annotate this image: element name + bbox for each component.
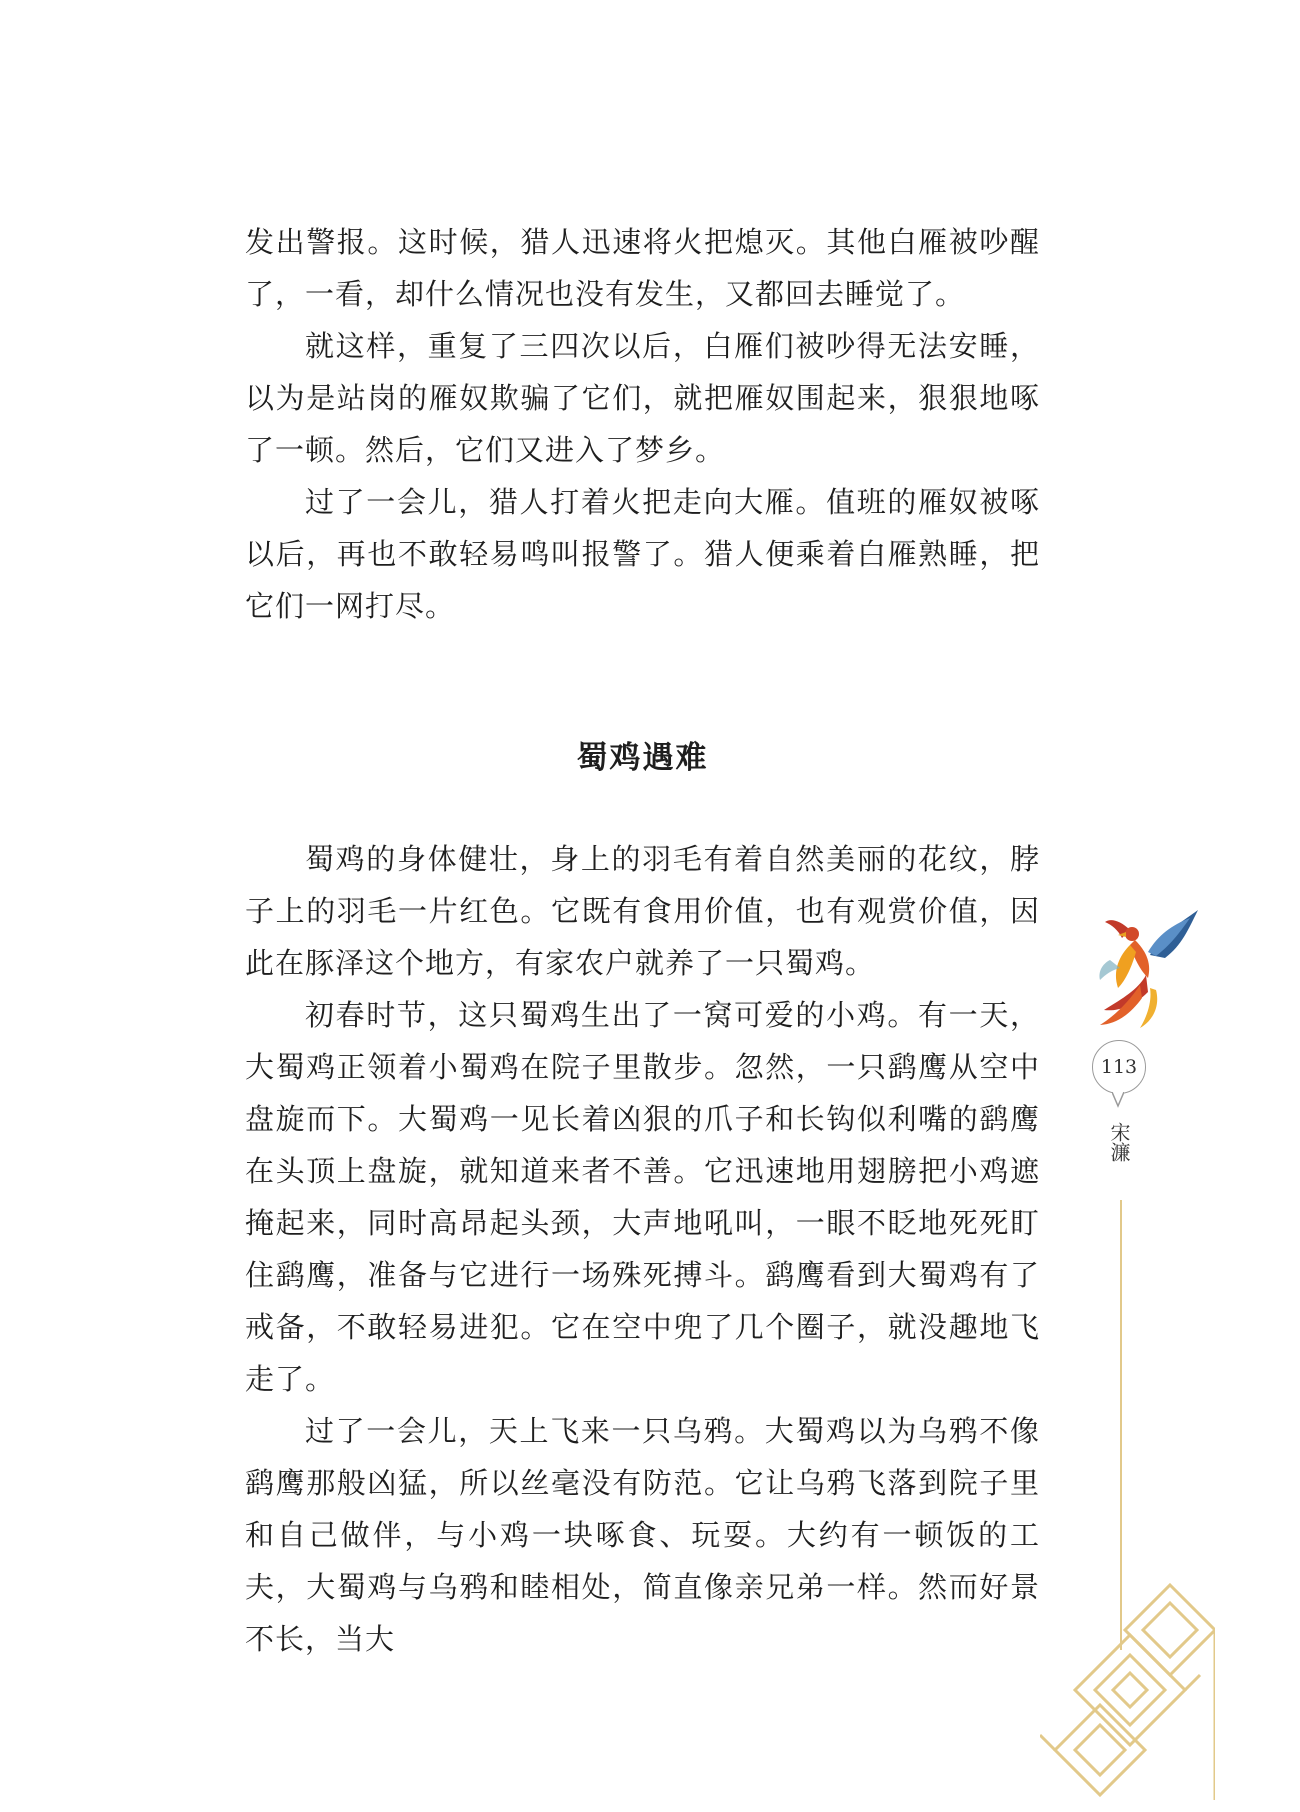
phoenix-icon [1090,900,1200,1030]
chapter-title: 蜀鸡遇难 [576,740,709,776]
paragraph: 蜀鸡的身体健壮，身上的羽毛有着自然美丽的花纹，脖子上的羽毛一片红色。它既有食用价值，也有观赏价值，因此在豚泽这个地方，有家农户就养了一只蜀鸡。 [245,842,1040,980]
paragraph: 初春时节，这只蜀鸡生出了一窝可爱的小鸡。有一天，大蜀鸡正领着小蜀鸡在院子里散步。忽然，一只鹞鹰从空中盘旋而下。大蜀鸡一见长着凶狠的爪子和长钩似利嘴的鹞鹰在头顶上盘旋，就知道来者不善。它迅速地用翅膀把小鸡遮掩起来，同时高昂起头颈，大声地吼叫，一眼不眨地死死盯住鹞鹰，准备与它进行一场殊死搏斗。鹞鹰看到大蜀鸡有了戒备，不敢轻易进犯。它在空中兜了几个圈子，就没趣地飞走了。 [245,998,1040,1396]
badge-pointer [1112,1092,1124,1108]
passage-bottom [245,833,1040,1665]
paragraph: 过了一会儿，猎人打着火把走向大雁。值班的雁奴被啄以后，再也不敢轻易鸣叫报警了。猎人便乘着白雁熟睡，把它们一网打尽。 [245,485,1040,623]
paragraph: 就这样，重复了三四次以后，白雁们被吵得无法安睡，以为是站岗的雁奴欺骗了它们，就把雁奴围起来，狠狠地啄了一顿。然后，它们又进入了梦乡。 [245,329,1040,467]
author-label: 宋濂 [1107,1122,1131,1162]
paragraph: 过了一会儿，天上飞来一只乌鸦。大蜀鸡以为乌鸦不像鹞鹰那般凶猛，所以丝毫没有防范。它让乌鸦飞落到院子里和自己做伴，与小鸡一块啄食、玩耍。大约有一顿饭的工夫，大蜀鸡与乌鸦和睦相处，简直像亲兄弟一样。然而好景不长，当大 [245,1414,1040,1656]
endless-knot-icon [1040,1575,1215,1800]
passage-top [245,216,1040,632]
page-number-badge: 113 [1092,1040,1146,1094]
paragraph: 发出警报。这时候，猎人迅速将火把熄灭。其他白雁被吵醒了，一看，却什么情况也没有发生，又都回去睡觉了。 [245,225,1040,311]
